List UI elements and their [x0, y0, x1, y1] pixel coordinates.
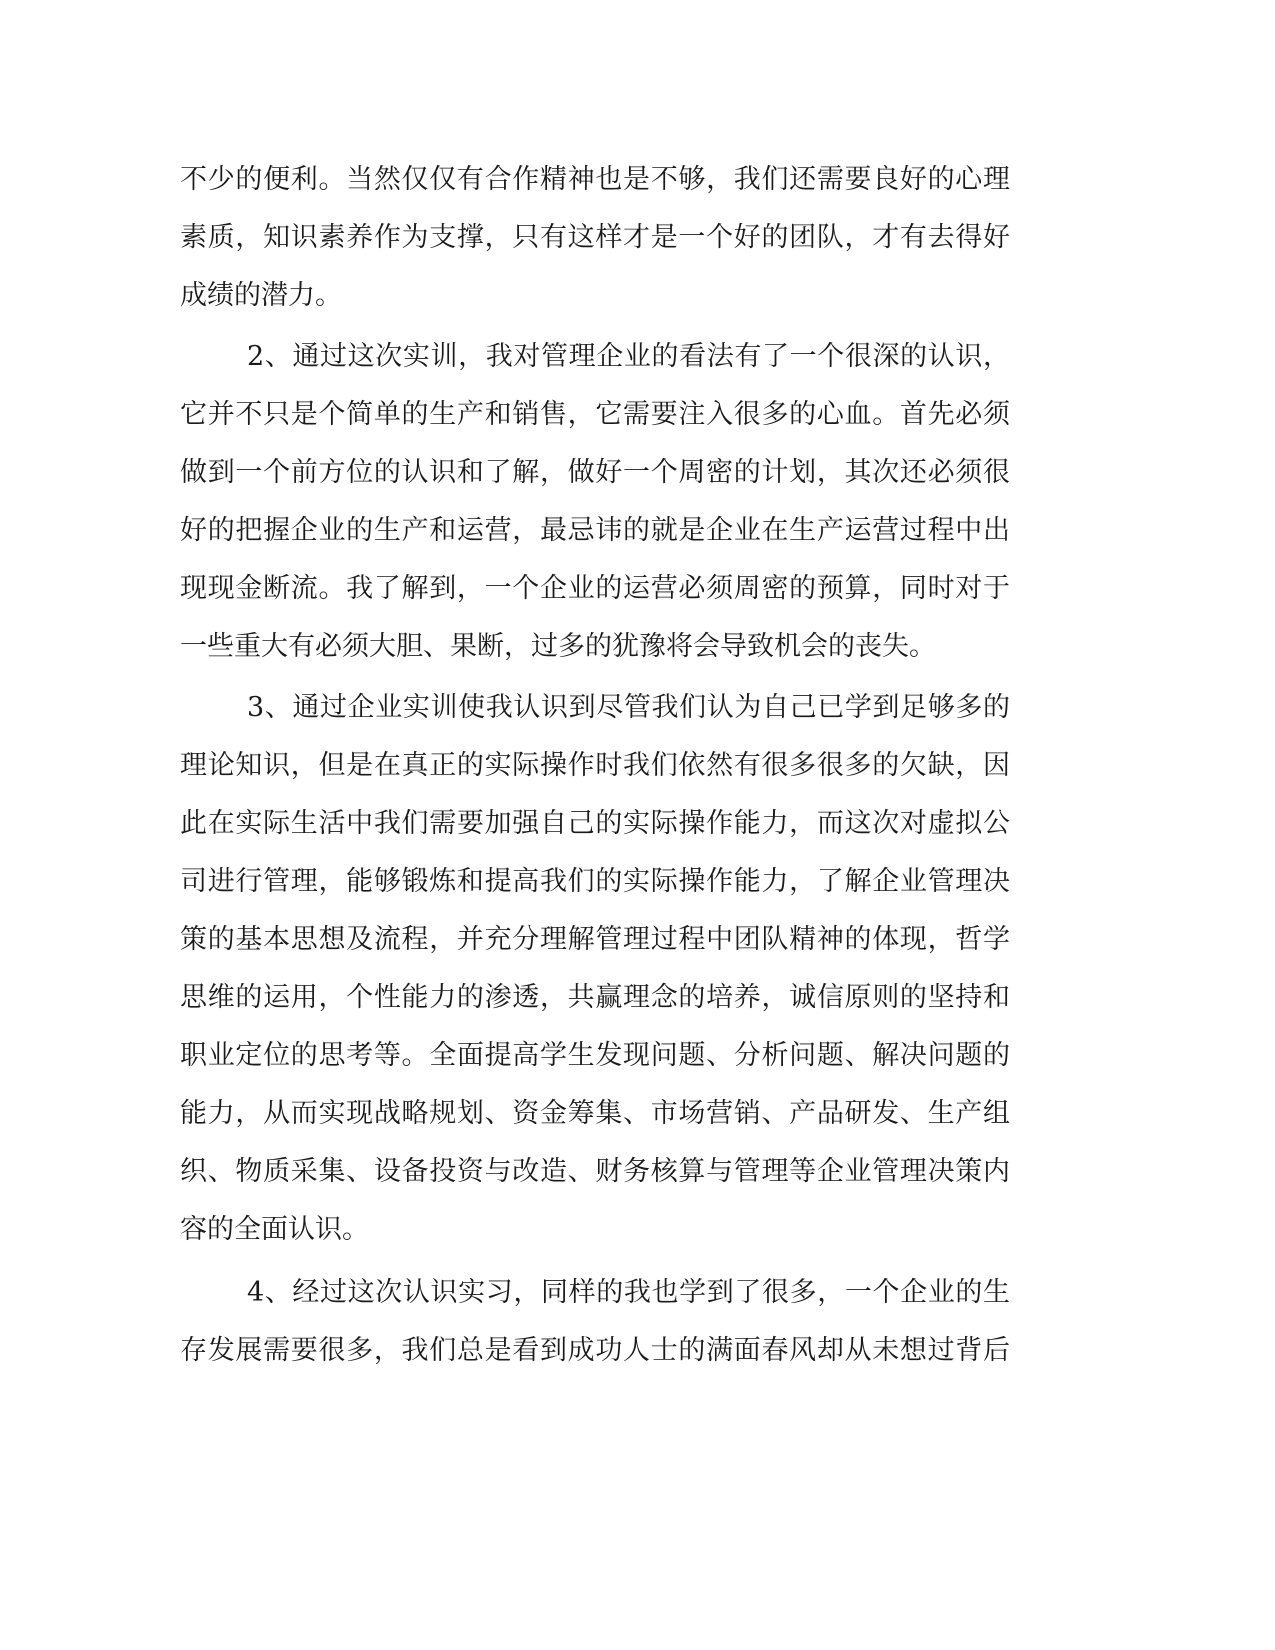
text-line: 它并不只是个简单的生产和销售，它需要注入很多的心血。首先必须 — [180, 399, 1010, 430]
text-line: 能力，从而实现战略规划、资金筹集、市场营销、产品研发、生产组 — [180, 1098, 1010, 1129]
text-line: 思维的运用，个性能力的渗透，共赢理念的培养，诚信原则的坚持和 — [180, 982, 1010, 1013]
text-line: 成绩的潜力。 — [180, 280, 342, 311]
paragraph-start-line: 2、通过这次实训，我对管理企业的看法有了一个很深的认识， — [247, 341, 1010, 372]
text-line: 好的把握企业的生产和运营，最忌讳的就是企业在生产运营过程中出 — [180, 515, 1010, 546]
paragraph-start-line: 4、经过这次认识实习，同样的我也学到了很多，一个企业的生 — [247, 1277, 1010, 1308]
text-line: 现现金断流。我了解到，一个企业的运营必须周密的预算，同时对于 — [180, 573, 1010, 604]
text-line: 不少的便利。当然仅仅有合作精神也是不够，我们还需要良好的心理 — [180, 164, 1010, 195]
text-line: 素质，知识素养作为支撑，只有这样才是一个好的团队，才有去得好 — [180, 222, 1010, 253]
text-line: 职业定位的思考等。全面提高学生发现问题、分析问题、解决问题的 — [180, 1040, 1010, 1071]
text-line: 织、物质采集、设备投资与改造、财务核算与管理等企业管理决策内 — [180, 1156, 1010, 1187]
text-line: 策的基本思想及流程，并充分理解管理过程中团队精神的体现，哲学 — [180, 924, 1010, 955]
text-line: 存发展需要很多，我们总是看到成功人士的满面春风却从未想过背后 — [180, 1335, 1010, 1366]
text-line: 理论知识，但是在真正的实际操作时我们依然有很多很多的欠缺，因 — [180, 750, 1010, 781]
text-line: 做到一个前方位的认识和了解，做好一个周密的计划，其次还必须很 — [180, 457, 1010, 488]
text-line: 司进行管理，能够锻炼和提高我们的实际操作能力，了解企业管理决 — [180, 866, 1010, 897]
paragraph-start-line: 3、通过企业实训使我认识到尽管我们认为自己已学到足够多的 — [247, 692, 1010, 723]
text-line: 容的全面认识。 — [180, 1214, 369, 1245]
text-line: 此在实际生活中我们需要加强自己的实际操作能力，而这次对虚拟公 — [180, 808, 1010, 839]
text-line: 一些重大有必须大胆、果断，过多的犹豫将会导致机会的丧失。 — [180, 631, 936, 662]
